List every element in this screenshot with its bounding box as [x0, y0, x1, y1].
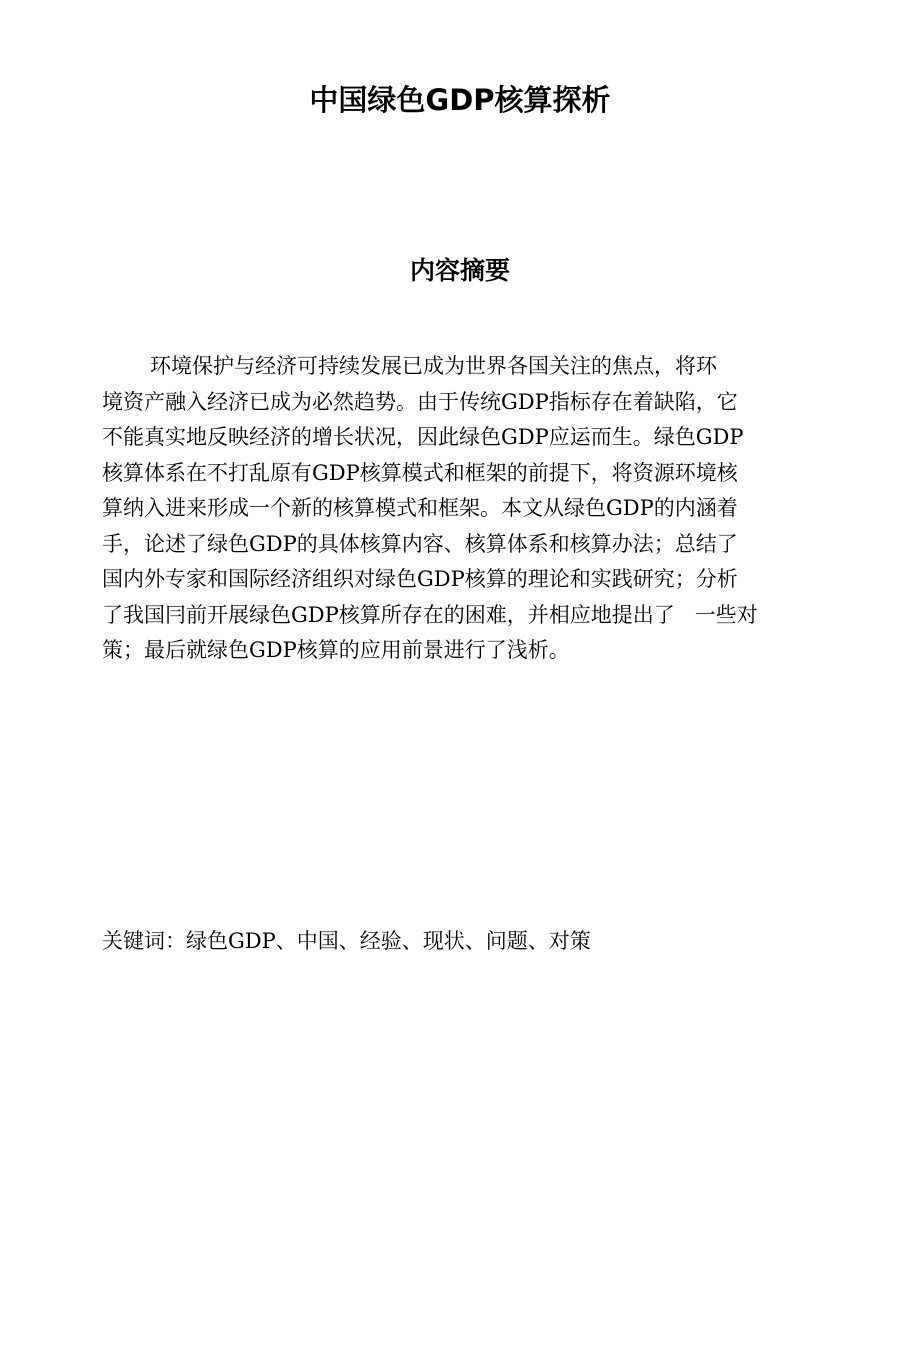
abstract-body: [102, 349, 824, 669]
abstract-line: 境资产融入经济已成为必然趋势。由于传统GDP指标存在着缺陷，它: [102, 389, 738, 414]
abstract-line: 国内外专家和国际经济组织对绿色GDP核算的理论和实践研究；分析: [102, 567, 738, 591]
abstract-line: 环境保护与经济可持续发展已成为世界各国关注的焦点，将环: [150, 354, 717, 378]
keywords-line: 关键词：绿色GDP、中国、经验、现状、问题、对策: [102, 929, 591, 953]
abstract-line: 不能真实地反映经济的增长状况，因此绿色GDP应运而生。绿色GDP: [102, 425, 744, 449]
abstract-heading: 内容摘要: [409, 256, 510, 285]
abstract-line: [102, 598, 824, 634]
abstract-line: 策；最后就绿色GDP核算的应用前景进行了浅析。: [102, 638, 570, 662]
document-title: 中国绿色GDP核算探析: [309, 83, 611, 117]
abstract-line-part: 了我国冃前开展绿色GDP核算所存在的困难，并相应地提出了: [102, 602, 675, 627]
abstract-line: 核算体系在不打乱原有GDP核算模式和框架的前提下，将资源环境核: [102, 460, 738, 485]
abstract-line: 手，论述了绿色GDP的具体核算内容、核算体系和核算办法；总结了: [102, 531, 738, 556]
abstract-line-part: 一些对: [694, 602, 758, 627]
abstract-line: 算纳入进来形成一个新的核算模式和框架。本文从绿色GDP的内涵着: [102, 496, 738, 520]
